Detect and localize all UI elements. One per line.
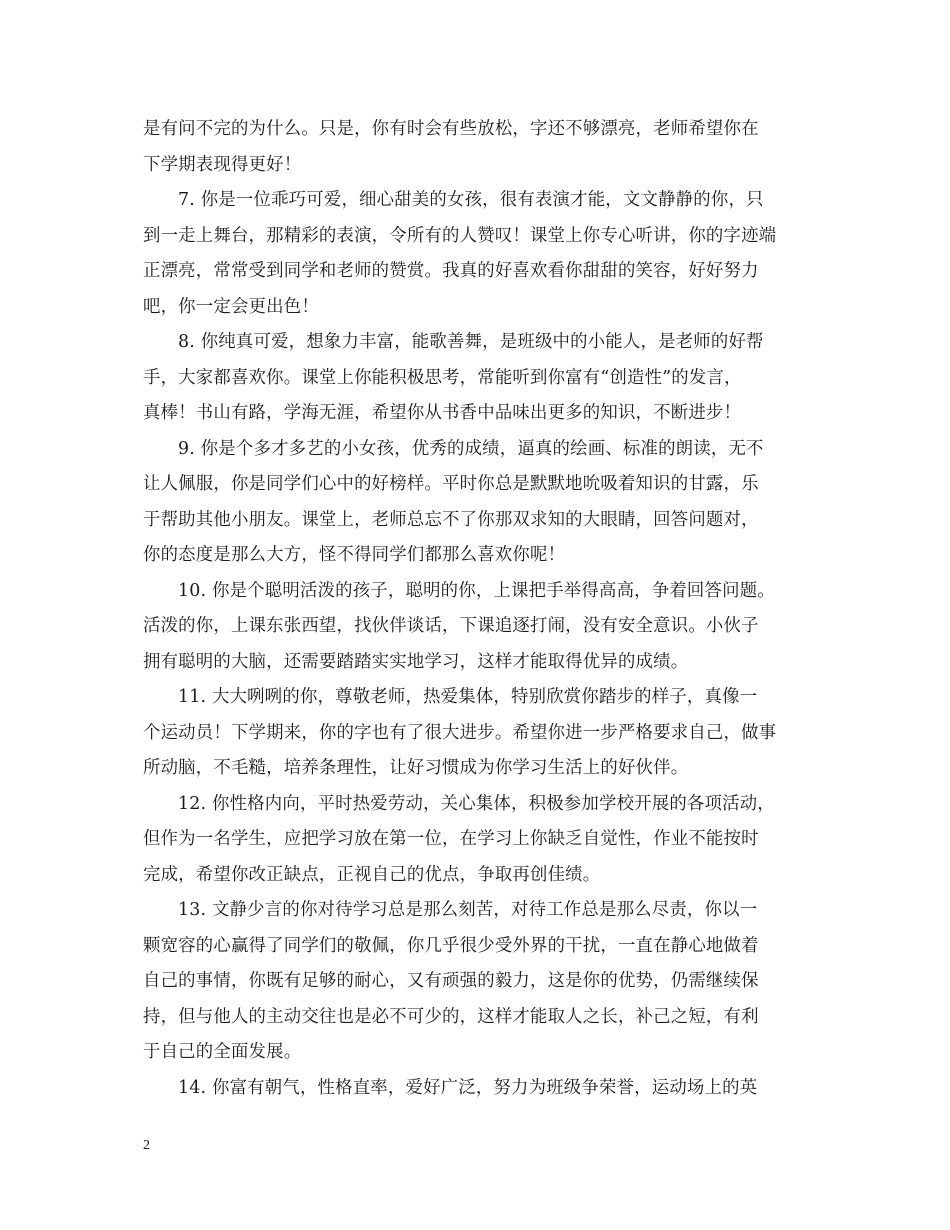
text-line: 手，大家都喜欢你。课堂上你能积极思考，常能听到你富有“创造性”的发言，: [143, 367, 742, 388]
text-line: 但作为一名学生，应把学习放在第一位，在学习上你缺乏自觉性，作业不能按时: [143, 829, 759, 849]
paragraph-start-line: 12. 你性格内向，平时热爱劳动，关心集体，积极参加学校开展的各项活动，: [178, 793, 775, 814]
text-line: 于自己的全面发展。: [143, 1042, 302, 1062]
text-line: 完成，希望你改正缺点，正视自己的优点，争取再创佳绩。: [143, 864, 601, 885]
text-line: 让人佩服，你是同学们心中的好榜样。平时你总是默默地吮吸着知识的甘露，乐: [143, 474, 759, 494]
text-line: 是有问不完的为什么。只是，你有时会有些放松，字还不够漂亮，老师希望你在: [143, 119, 759, 139]
text-line: 活泼的你，上课东张西望，找伙伴谈话，下课追逐打闹，没有安全意识。小伙子: [143, 616, 759, 636]
paragraph-start-line: 14. 你富有朝气，性格直率，爱好广泛，努力为班级争荣誉，运动场上的英: [178, 1077, 758, 1098]
text-line: 个运动员！下学期来，你的字也有了很大进步。希望你进一步严格要求自己，做事: [143, 722, 777, 743]
text-line: 所动脑，不毛糙，培养条理性，让好习惯成为你学习生活上的好伙伴。: [143, 758, 689, 778]
text-line: 吧，你一定会更出色！: [143, 296, 319, 317]
text-line: 颗宽容的心赢得了同学们的敬佩，你几乎很少受外界的干扰，一直在静心地做着: [143, 935, 759, 956]
paragraph-start-line: 9. 你是个多才多艺的小女孩，优秀的成绩，逼真的绘画、标准的朗读，无不: [178, 438, 764, 459]
text-line: 拥有聪明的大脑，还需要踏踏实实地学习，这样才能取得优异的成绩。: [143, 651, 689, 672]
paragraph-start-line: 11. 大大咧咧的你，尊敬老师，热爱集体，特别欣赏你踏步的样子，真像一: [178, 687, 758, 707]
document-body: [143, 112, 813, 1106]
text-line: 正漂亮，常常受到同学和老师的赞赏。我真的好喜欢看你甜甜的笑容，好好努力: [143, 261, 759, 281]
text-line: 于帮助其他小朋友。课堂上，老师总忘不了你那双求知的大眼睛，回答问题对，: [143, 509, 759, 530]
text-line: 下学期表现得更好！: [143, 154, 302, 175]
paragraph-start-line: 7. 你是一位乖巧可爱，细心甜美的女孩，很有表演才能，文文静静的你，只: [178, 190, 764, 210]
paragraph-start-line: 10. 你是个聪明活泼的孩子，聪明的你，上课把手举得高高，争着回答问题。: [178, 580, 775, 601]
text-line: 真棒！书山有路，学海无涯，希望你从书香中品味出更多的知识，不断进步！: [143, 403, 742, 423]
text-line: 到一走上舞台，那精彩的表演，令所有的人赞叹！课堂上你专心听讲，你的字迹端: [143, 225, 777, 246]
text-line: 你的态度是那么大方，怪不得同学们都那么喜欢你呢！: [143, 545, 566, 565]
paragraph-start-line: 8. 你纯真可爱，想象力丰富，能歌善舞，是班级中的小能人，是老师的好帮: [178, 332, 764, 352]
paragraph-start-line: 13. 文静少言的你对待学习总是那么刻苦，对待工作总是那么尽责，你以一: [178, 900, 758, 920]
page-number: 2: [143, 1138, 150, 1153]
text-line: 持，但与他人的主动交往也是必不可少的，这样才能取人之长，补己之短，有利: [143, 1006, 759, 1027]
text-line: 自己的事情，你既有足够的耐心，又有顽强的毅力，这是你的优势，仍需继续保: [143, 971, 759, 991]
